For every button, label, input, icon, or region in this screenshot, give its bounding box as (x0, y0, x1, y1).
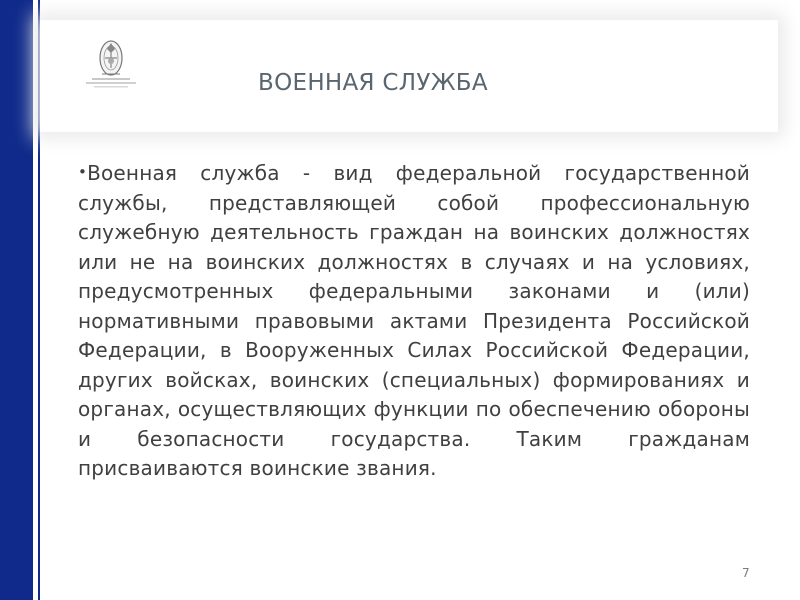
slide-title: ВОЕННАЯ СЛУЖБА (258, 70, 488, 96)
left-accent-stripe (33, 0, 38, 600)
bullet-icon: • (78, 163, 88, 181)
left-accent-bar (0, 0, 40, 600)
emblem-logo (82, 34, 140, 90)
slide-header (40, 20, 778, 132)
page-number: 7 (742, 566, 750, 580)
slide-body (78, 158, 750, 484)
body-paragraph: Военная служба - вид федеральной государственной службы, представляющей собой профессиональную служебную деятельность граждан на воинских должностях или не на воинских должностях в случаях и на условиях, предусмотренных федеральными законами и (или) нормативными правовыми актами Президента Российской Федерации, в Вооруженных Силах Российской Федерации, других войсках, воинских (специальных) формированиях и органах, осуществляющих функции по обеспечению обороны и безопасности государства. Таким гражданам присваиваются воинские звания. (78, 161, 750, 480)
